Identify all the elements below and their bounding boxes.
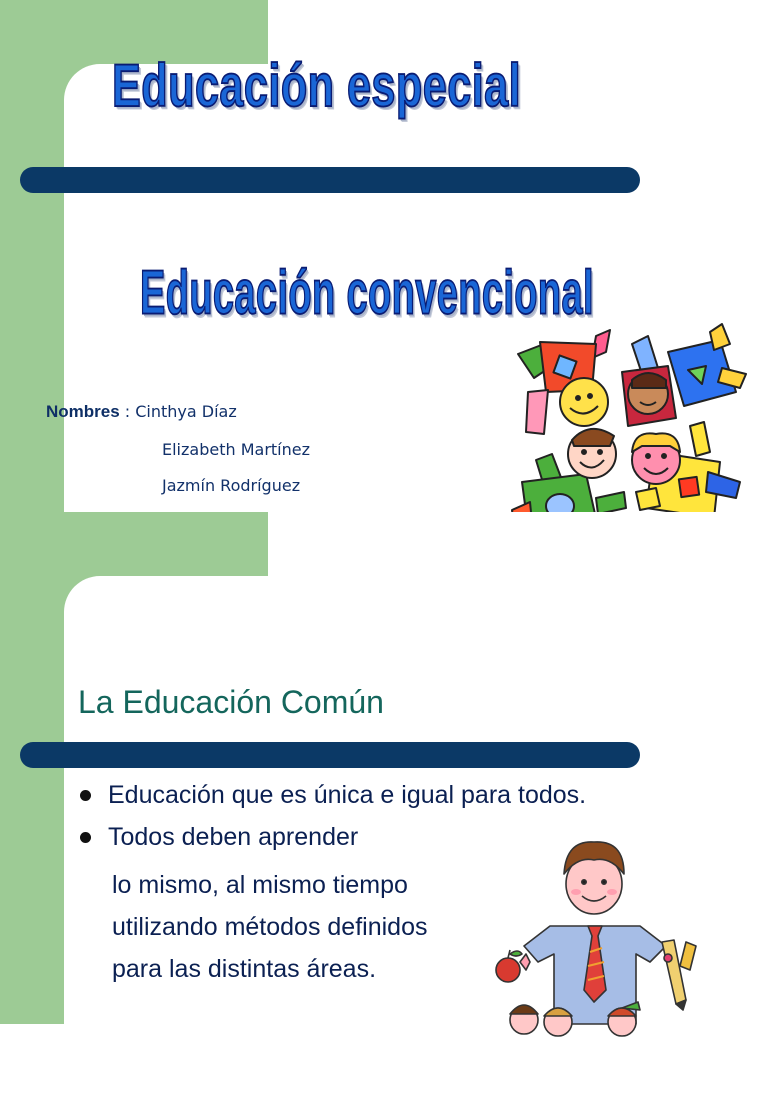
names-label: Nombres (46, 402, 120, 421)
bullet-continuation-2: utilizando métodos definidos (112, 913, 428, 941)
name-2: Elizabeth Martínez (162, 440, 310, 459)
heading-divider-bar (20, 742, 640, 768)
bullet-dot-icon (80, 832, 91, 843)
title-divider-bar (20, 167, 640, 193)
teacher-with-children-illustration (490, 830, 710, 1024)
names-block (46, 402, 237, 422)
slide-subtitle: Educación convencional (140, 257, 594, 328)
slide-title: Educación especial (112, 53, 522, 120)
bullet-dot-icon (80, 790, 91, 801)
slide-heading: La Educación Común (78, 684, 384, 720)
bullet-item (78, 780, 586, 810)
slide-2 (0, 512, 768, 1024)
bullet-continuation-3: para las distintas áreas. (112, 955, 377, 983)
name-3: Jazmín Rodríguez (162, 476, 301, 495)
names-separator: : (119, 402, 136, 421)
bullet-continuation-1: lo mismo, al mismo tiempo (112, 871, 408, 899)
slide-1 (0, 0, 768, 512)
bullet-text: Todos deben aprender (108, 823, 359, 851)
name-1: Cinthya Díaz (135, 402, 237, 421)
bullet-text: Educación que es única e igual para todos. (108, 781, 587, 809)
